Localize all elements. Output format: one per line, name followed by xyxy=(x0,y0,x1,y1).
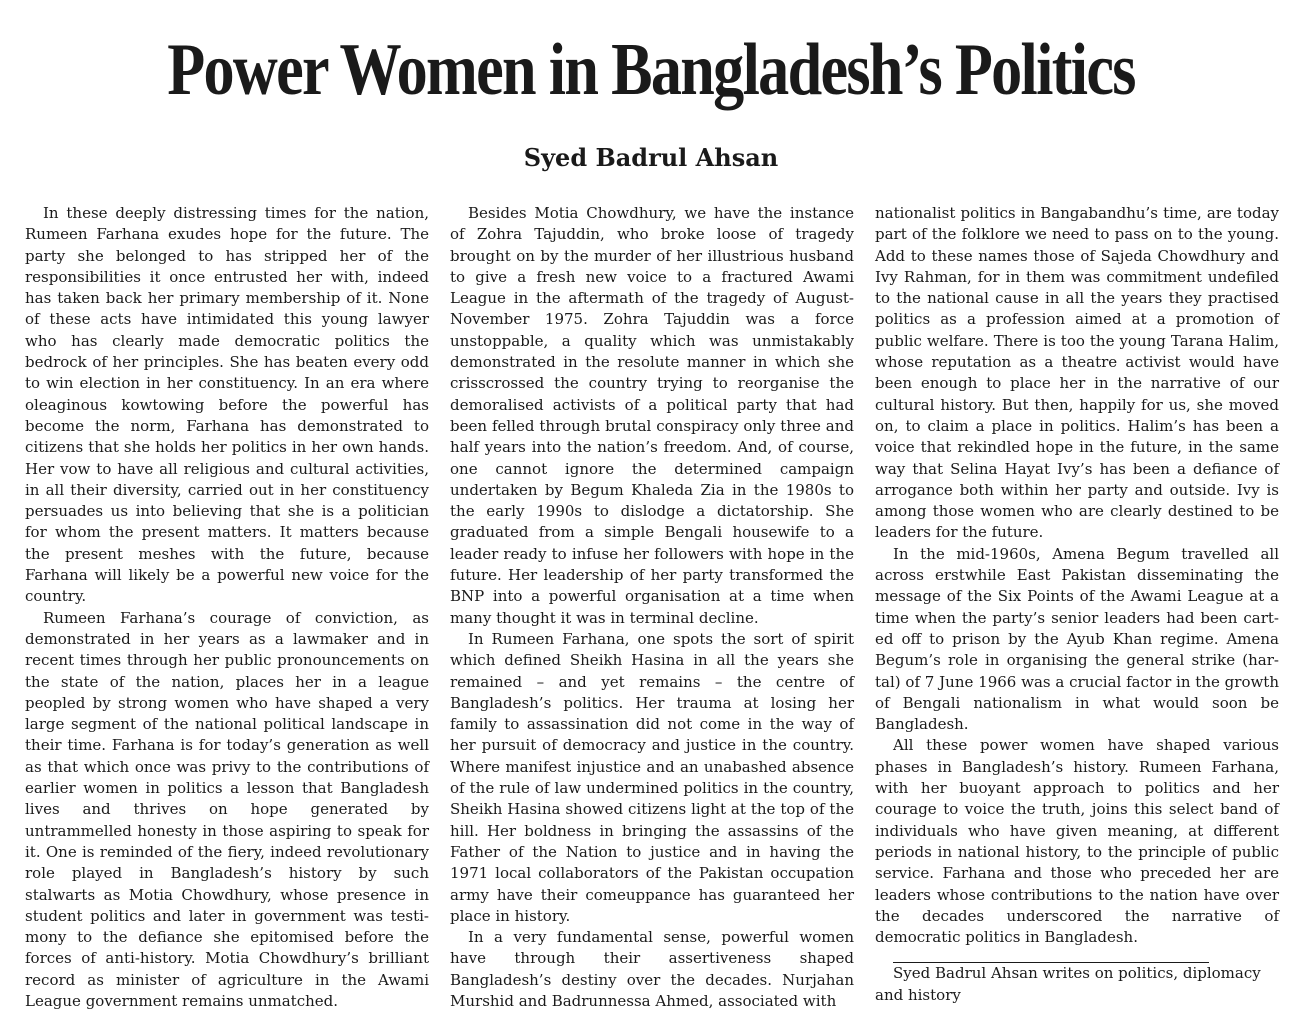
paragraph: In Rumeen Farhana, one spots the sort of spirit which defined Sheikh Hasina in all the years she remained – and yet remains – the centre of Bangladesh’s politics. Her trauma at losing her family to assassination did not come in the way of her pursuit of democracy and justice in the country. Where manifest injustice and an unabashed absence of the rule of law undermined politics in the country, Sheikh Hasina showed citizens light at the top of the hill. Her boldness in bringing the assassins of the Father of the Nation to justice and in having the 1971 local collaborators of the Pakistan occupation army have their comeuppance has guaranteed her place in history. xyxy=(450,629,854,925)
article-column-1 xyxy=(25,203,429,1012)
paragraph: Besides Motia Chowdhury, we have the instance of Zohra Tajuddin, who broke loose of tragedy brought on by the murder of her illustrious husband to give a fresh new voice to a fractured Awami League in the aftermath of the tragedy of August-November 1975. Zohra Tajuddin was a force unstoppable, a quality which was unmistakably demonstrated in the resolute manner in which she crisscrossed the country trying to reorganise the demoralised activists of a political party that had been felled through brutal conspiracy only three and half years into the nation’s freedom. And, of course, one cannot ignore the determined campaign undertaken by Begum Khaleda Zia in the 1980s to the early 1990s to dislodge a dictatorship. She graduated from a simple Bengali housewife to a leader ready to infuse her followers with hope in the future. Her leadership of her party transformed the BNP into a powerful organisation at a time when many thought it was in terminal decline. xyxy=(450,204,854,627)
paragraph: In these deeply distressing times for the nation, Rumeen Farhana exudes hope for the future. The party she belonged to has stripped her of the responsibilities it once entrusted her with, indeed has taken back her primary membership of it. None of these acts have intimidated this young lawyer who has clearly made democratic politics the bedrock of her principles. She has beaten every odd to win election in her constituency. In an era where oleaginous kowtowing before the powerful has become the norm, Farhana has demonstrated to citizens that she holds her politics in her own hands. Her vow to have all religious and cultural activities, in all their diversity, carried out in her constituency persuades us into believing that she is a politician for whom the present matters. It matters because the present meshes with the future, because Farhana will likely be a powerful new voice for the country. xyxy=(25,204,429,606)
paragraph: In the mid-1960s, Amena Begum travelled all across erstwhile East Pakistan disseminating the message of the Six Points of the Awami League at a time when the party’s senior leaders had been carted off to prison by the Ayub Khan regime. Amena Begum’s role in organising the general strike (hartal) of 7 June 1966 was a crucial factor in the growth of Bengali nationalism in what would soon be Bangladesh. xyxy=(875,544,1279,734)
paragraph: In a very fundamental sense, powerful women have through their assertiveness shaped Bangladesh’s destiny over the decades. Nurjahan Murshid and Badrunnessa Ahmed, associated with xyxy=(450,928,854,1010)
author-footnote: Syed Badrul Ahsan writes on politics, diplomacy and history xyxy=(875,964,1261,1004)
headline: Power Women in Bangladesh’s Politics xyxy=(167,29,1135,111)
paragraph: nationalist politics in Bangabandhu’s time, are today part of the folklore we need to pass on to the young. Add to these names those of Sajeda Chowdhury and Ivy Rahman, for in them was commitment undefiled to the national cause in all the years they practised politics as a profession aimed at a promotion of public welfare. There is too the young Tarana Halim, whose reputation as a theatre activist would have been enough to place her in the narrative of our cultural history. But then, happily for us, she moved on, to claim a place in politics. Halim’s has been a voice that rekindled hope in the future, in the same way that Selina Hayat Ivy’s has been a defiance of arrogance both within her party and outside. Ivy is among those women who are clearly destined to be leaders for the future. xyxy=(875,204,1279,542)
paragraph: All these power women have shaped various phases in Bangladesh’s history. Rumeen Farhana, with her buoyant approach to politics and her courage to voice the truth, joins this select band of individuals who have given meaning, at different periods in national history, to the principle of public service. Farhana and those who preceded her are leaders whose contributions to the nation have over the decades underscored the narrative of democratic politics in Bangladesh. xyxy=(875,736,1279,947)
byline: Syed Badrul Ahsan xyxy=(523,143,779,172)
article-column-3 xyxy=(875,203,1279,1006)
paragraph: Rumeen Farhana’s courage of conviction, as demonstrated in her years as a lawmaker and in recent times through her public pronouncements on the state of the nation, places her in a league peopled by strong women who have shaped a very large segment of the national political landscape in their time. Farhana is for today’s generation as well as that which once was privy to the contributions of earlier women in politics a lesson that Bangladesh lives and thrives on hope generated by untrammelled honesty in those aspiring to speak for it. One is reminded of the fiery, indeed revolutionary role played in Bangladesh’s history by such stalwarts as Motia Chowdhury, whose presence in student politics and later in government was testimony to the defiance she epitomised before the forces of anti-history. Motia Chowdhury’s brilliant record as minister of agriculture in the Awami League government remains unmatched. xyxy=(25,608,429,1010)
article-column-2 xyxy=(450,203,854,1012)
